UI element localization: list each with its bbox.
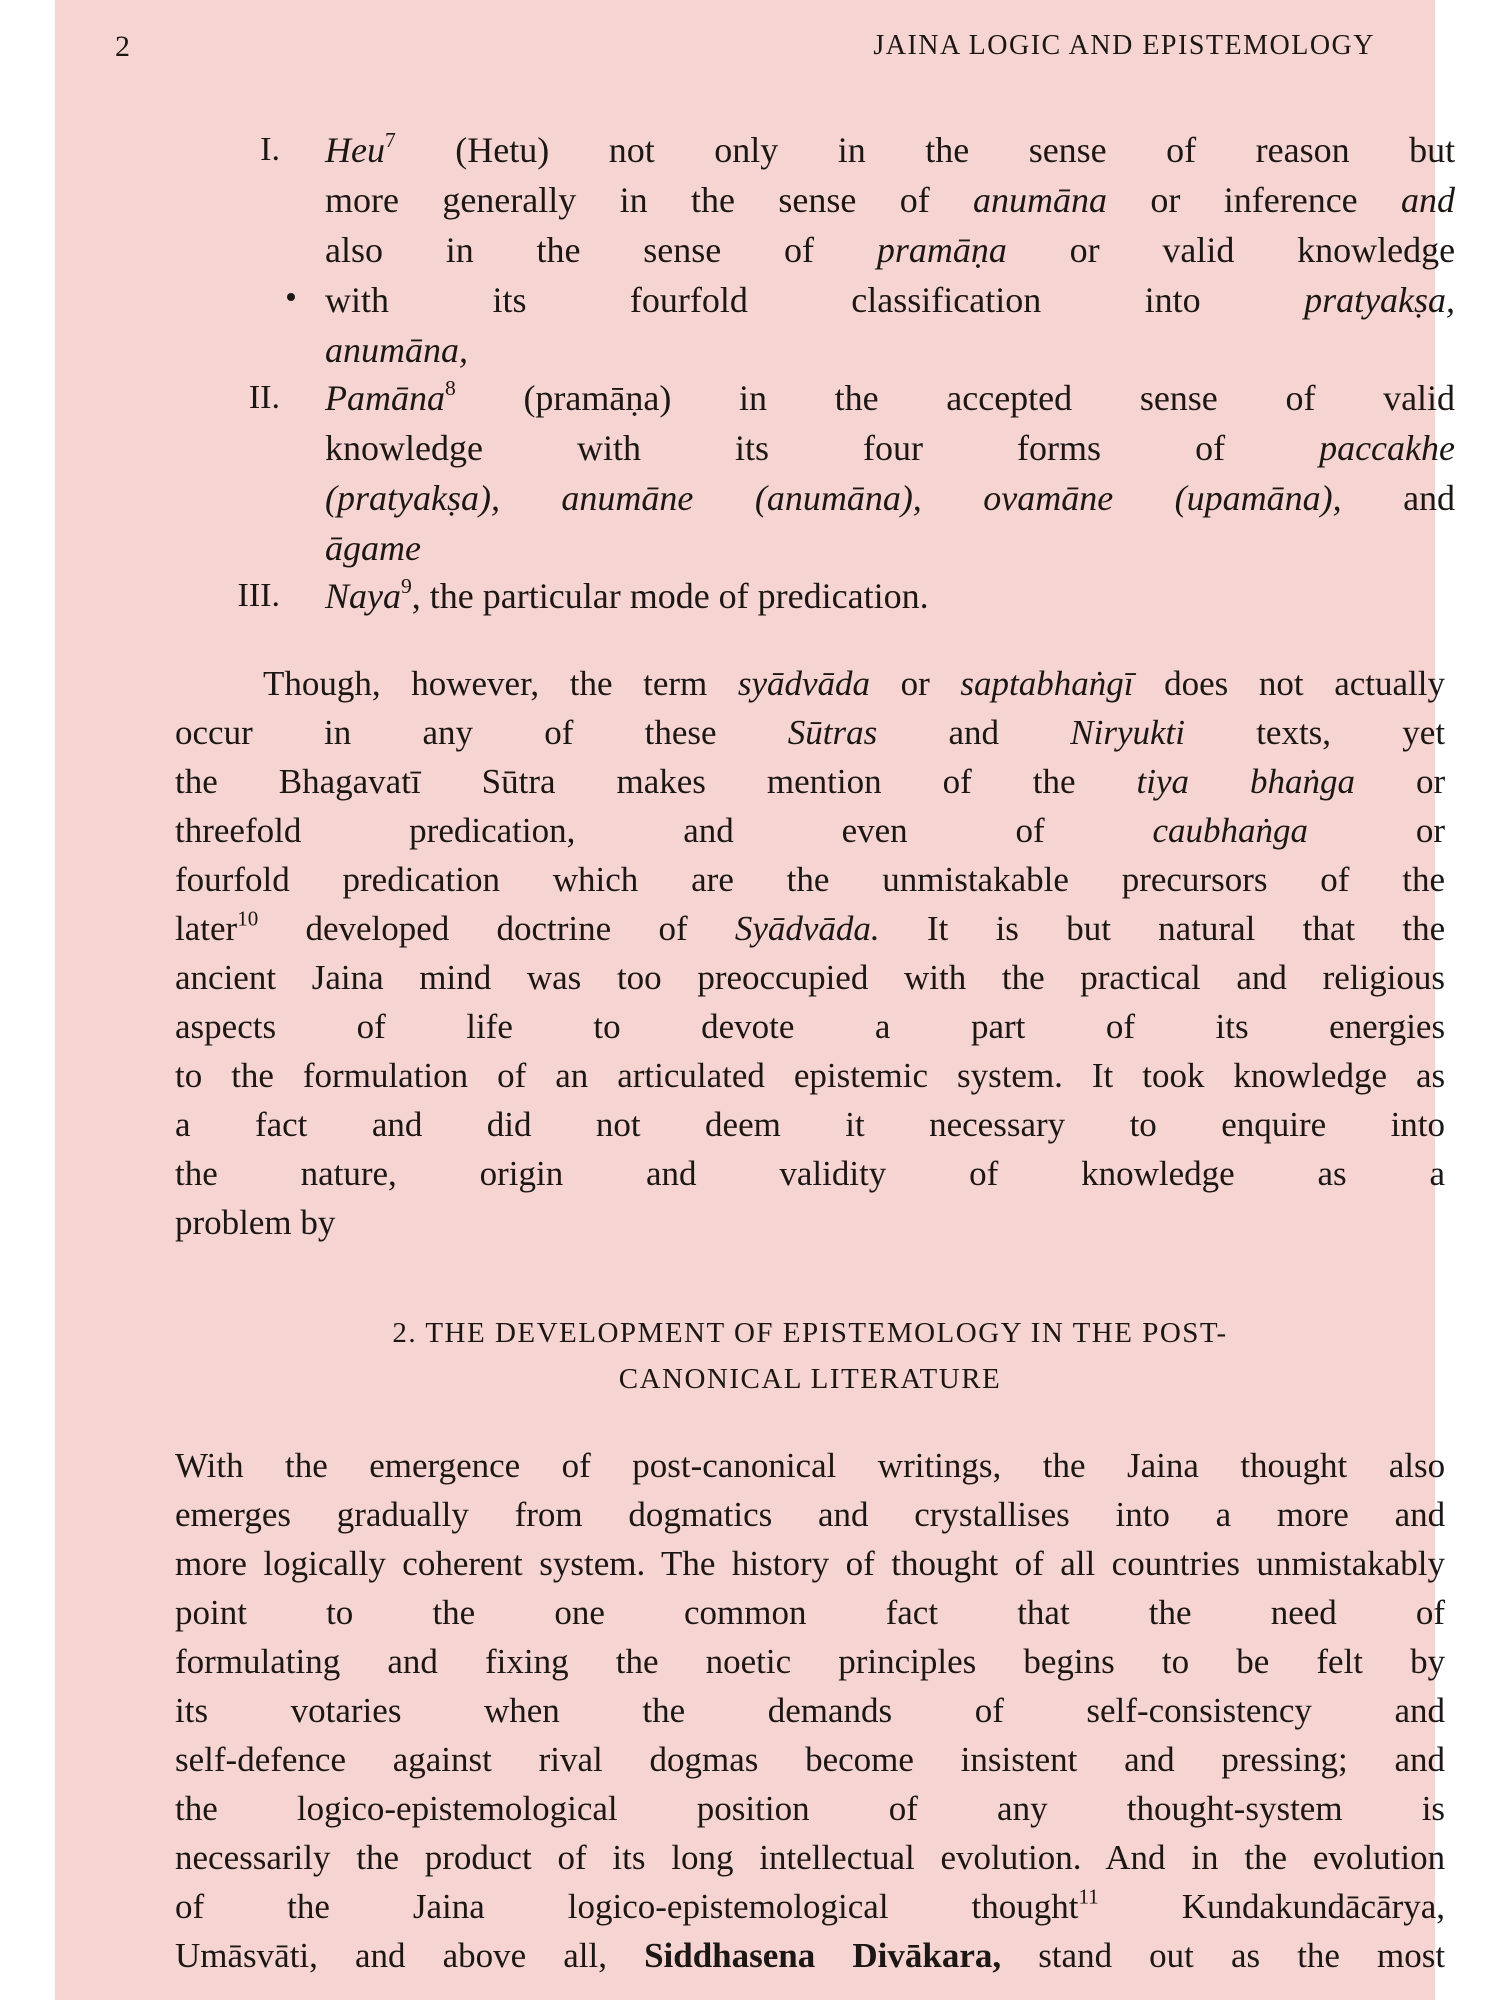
text-segment: knowledge with its four forms of paccakhe <box>325 428 1455 468</box>
text-segment: point to the one common fact that the need of <box>175 1593 1446 1632</box>
text-segment: in the accepted sense of valid <box>738 378 1456 418</box>
paragraph-line <box>175 1931 1445 1980</box>
text-segment: of the Jaina logico-epistemological thought <box>175 1887 1079 1926</box>
body-paragraph <box>175 659 1445 1247</box>
paragraph-line <box>175 953 1445 1002</box>
text-segment: problem by <box>175 1203 336 1242</box>
paragraph-line <box>175 1588 1445 1637</box>
text-segment: Though, however, the term syādvāda or saptabhaṅgī does not actually <box>263 664 1445 703</box>
list-item-line <box>325 175 1455 225</box>
text-segment: developed doctrine of Syādvāda. It is but natural that the <box>305 909 1446 948</box>
list-item-term: Naya <box>325 576 401 616</box>
text-segment: Kundakundācārya, <box>1181 1887 1446 1926</box>
paragraph-line <box>175 904 1445 953</box>
paragraph-line <box>175 1149 1445 1198</box>
paragraph-line <box>175 1882 1445 1931</box>
list-marker: I. <box>260 131 280 168</box>
text-segment: the logico-epistemological position of any thought-system is <box>175 1789 1446 1828</box>
paragraph-line <box>175 806 1445 855</box>
text-segment: anumāna, <box>325 330 468 370</box>
list-item-line <box>325 473 1455 523</box>
list-marker: II. <box>248 379 280 416</box>
footnote-ref: 8 <box>445 375 456 400</box>
text-segment: later <box>175 909 238 948</box>
text-segment: a fact and did not deem it necessary to enquire into <box>175 1105 1446 1144</box>
text-segment: emerges gradually from dogmatics and crystallises into a more and <box>175 1495 1446 1534</box>
paragraph-line <box>175 1441 1445 1490</box>
paragraph-line <box>175 1002 1445 1051</box>
list-item-line <box>325 571 1455 621</box>
list-item-line <box>325 325 1455 375</box>
text-segment: With the emergence of post-canonical writings, the Jaina thought also <box>175 1446 1446 1485</box>
list-item-term: Pamāna <box>325 378 445 418</box>
list-item-line <box>325 125 1455 175</box>
page-number: 2 <box>115 30 130 63</box>
paragraph-line <box>175 1539 1445 1588</box>
footnote-ref: 9 <box>401 573 412 598</box>
text-segment: to the formulation of an articulated epistemic system. It took knowledge as <box>175 1056 1446 1095</box>
paragraph-line <box>175 1735 1445 1784</box>
footnote-ref: 11 <box>1078 1884 1099 1909</box>
paragraph-line <box>175 1784 1445 1833</box>
paragraph-line <box>175 855 1445 904</box>
list-item-term-gloss: (pramāṇa) <box>523 378 672 418</box>
list-item-term: Heu <box>325 130 385 170</box>
paragraph-line <box>175 1686 1445 1735</box>
list-item-line <box>325 373 1455 423</box>
paragraph-line <box>175 1637 1445 1686</box>
text-segment: also in the sense of pramāṇa or valid knowledge <box>325 230 1456 270</box>
text-segment: Umāsvāti, and above all, Siddhasena Divākara, stand out as the most <box>175 1936 1446 1975</box>
text-segment: necessarily the product of its long intellectual evolution. And in the evolution <box>175 1838 1446 1877</box>
text-segment: more generally in the sense of anumāna or inference and <box>325 180 1456 220</box>
paragraph-line <box>175 708 1445 757</box>
text-segment: āgame <box>325 528 421 568</box>
body-paragraph <box>175 1441 1445 1980</box>
text-segment: with its fourfold classification into pratyakṣa, <box>325 280 1456 320</box>
paragraph-line <box>175 1100 1445 1149</box>
page-header <box>115 30 1375 70</box>
list-item <box>325 571 1455 621</box>
paragraph-line <box>175 757 1445 806</box>
text-segment: (pratyakṣa), anumāne (anumāna), ovamāne (upamāna), and <box>325 478 1456 518</box>
list-item-line <box>325 423 1455 473</box>
book-page <box>55 0 1456 2000</box>
text-segment: ancient Jaina mind was too preoccupied with the practical and religious <box>175 958 1446 997</box>
paragraph-line <box>175 659 1445 708</box>
text-segment: its votaries when the demands of self-consistency and <box>175 1691 1445 1730</box>
paragraph-line <box>175 1833 1445 1882</box>
text-segment: the Bhagavatī Sūtra makes mention of the tiya bhaṅga or <box>175 762 1446 801</box>
section-heading <box>175 1310 1445 1402</box>
text-segment: not only in the sense of reason but <box>608 130 1456 170</box>
list-item-text: , the particular mode of predication. <box>411 576 929 616</box>
list-item <box>325 125 1455 375</box>
footnote-ref: 10 <box>237 906 259 931</box>
list-item-term-gloss: (Hetu) <box>455 130 550 170</box>
section-heading-line: 2. THE DEVELOPMENT OF EPISTEMOLOGY IN THE POST- <box>392 1317 1228 1349</box>
list-item <box>325 373 1455 573</box>
text-segment: more logically coherent system. The history of thought of all countries unmistakably <box>175 1544 1446 1583</box>
text-segment: aspects of life to devote a part of its energies <box>175 1007 1446 1046</box>
list-item-line <box>325 275 1455 325</box>
list-item-line <box>325 523 1455 573</box>
text-segment: fourfold predication which are the unmistakable precursors of the <box>175 860 1446 899</box>
section-heading-line: CANONICAL LITERATURE <box>618 1363 1002 1395</box>
text-segment: formulating and fixing the noetic principles begins to be felt by <box>175 1642 1446 1681</box>
text-segment: occur in any of these Sūtras and Niryukti texts, yet <box>175 713 1446 752</box>
paragraph-line <box>175 1051 1445 1100</box>
footnote-ref: 7 <box>384 127 396 152</box>
text-segment: threefold predication, and even of caubhaṅga or <box>175 811 1446 850</box>
list-marker: III. <box>237 577 280 614</box>
list-item-line <box>325 225 1455 275</box>
stray-mark <box>287 293 295 301</box>
paragraph-line <box>175 1198 1445 1247</box>
text-segment: the nature, origin and validity of knowledge as a <box>175 1154 1445 1193</box>
running-head: JAINA LOGIC AND EPISTEMOLOGY <box>873 30 1375 61</box>
text-segment: self-defence against rival dogmas become insistent and pressing; and <box>175 1740 1446 1779</box>
paragraph-line <box>175 1490 1445 1539</box>
